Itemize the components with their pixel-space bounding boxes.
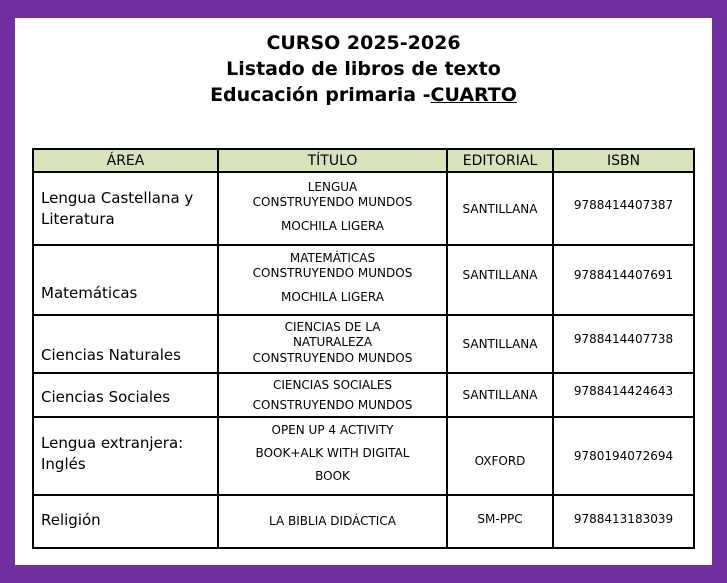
area-cell: Lengua extranjera: Inglés xyxy=(33,417,218,495)
title-line: MOCHILA LIGERA xyxy=(281,290,384,304)
table-row xyxy=(33,172,694,245)
isbn-cell: 9788414407738 xyxy=(553,315,694,373)
title-cell xyxy=(218,245,447,315)
column-header-editorial: EDITORIAL xyxy=(447,149,553,172)
title-cell xyxy=(218,315,447,373)
column-header-area: ÁREA xyxy=(33,149,218,172)
title-cell xyxy=(218,495,447,548)
title-line: CONSTRUYENDO MUNDOS xyxy=(252,266,413,280)
area-cell: Lengua Castellana y Literatura xyxy=(33,172,218,245)
editorial-cell: OXFORD xyxy=(447,417,553,495)
editorial-cell: SANTILLANA xyxy=(447,373,553,417)
level-title xyxy=(15,82,712,108)
title-line: MOCHILA LIGERA xyxy=(281,219,384,233)
course-title: CURSO 2025-2026 xyxy=(266,32,461,54)
table-row xyxy=(33,417,694,495)
level-grade: CUARTO xyxy=(430,84,517,106)
column-header-title: TÍTULO xyxy=(218,149,447,172)
editorial-cell: SANTILLANA xyxy=(447,172,553,245)
title-line: NATURALEZA xyxy=(292,335,373,349)
document-header xyxy=(15,30,712,108)
isbn-cell: 9780194072694 xyxy=(553,417,694,495)
textbook-table xyxy=(32,148,695,549)
editorial-cell: SANTILLANA xyxy=(447,245,553,315)
title-line: CIENCIAS DE LA xyxy=(284,320,381,334)
title-cell xyxy=(218,172,447,245)
title-line: LENGUA xyxy=(307,180,358,194)
area-cell: Ciencias Naturales xyxy=(33,315,218,373)
isbn-cell: 9788414407691 xyxy=(553,245,694,315)
isbn-cell: 9788414424643 xyxy=(553,373,694,417)
isbn-cell: 9788414407387 xyxy=(553,172,694,245)
title-line: CONSTRUYENDO MUNDOS xyxy=(252,397,413,412)
title-cell xyxy=(218,417,447,495)
title-line: OPEN UP 4 ACTIVITY xyxy=(271,423,394,437)
title-line: CONSTRUYENDO MUNDOS xyxy=(252,351,413,365)
title-line: CIENCIAS SOCIALES xyxy=(272,377,393,392)
title-line: BOOK xyxy=(315,469,350,483)
area-cell: Ciencias Sociales xyxy=(33,373,218,417)
area-cell: Religión xyxy=(33,495,218,548)
level-prefix: Educación primaria - xyxy=(210,84,431,106)
column-header-isbn: ISBN xyxy=(553,149,694,172)
title-cell xyxy=(218,373,447,417)
title-line: CONSTRUYENDO MUNDOS xyxy=(252,195,413,209)
editorial-cell: SM-PPC xyxy=(447,495,553,548)
area-cell: Matemáticas xyxy=(33,245,218,315)
table-row xyxy=(33,315,694,373)
table-row xyxy=(33,373,694,417)
editorial-cell: SANTILLANA xyxy=(447,315,553,373)
isbn-cell: 9788413183039 xyxy=(553,495,694,548)
title-line: MATEMÁTICAS xyxy=(289,251,376,265)
table-row xyxy=(33,495,694,548)
document-page xyxy=(15,18,712,565)
table-row xyxy=(33,245,694,315)
title-line: LA BIBLIA DIDÁCTICA xyxy=(269,514,396,528)
table-header-row xyxy=(33,149,694,172)
title-line: BOOK+ALK WITH DIGITAL xyxy=(255,446,410,460)
list-subtitle: Listado de libros de texto xyxy=(226,58,501,80)
